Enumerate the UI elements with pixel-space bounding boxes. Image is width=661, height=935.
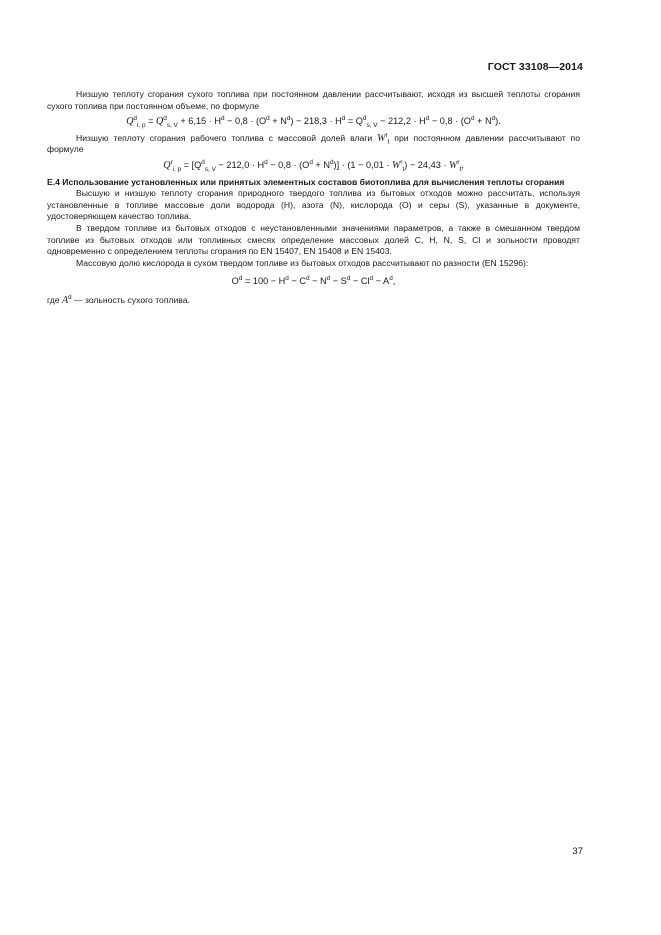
formula-text: − Cl <box>350 276 370 287</box>
formula-text: − 0,8 · (O <box>224 116 267 127</box>
formula-sub: t <box>387 138 390 146</box>
formula-text: O <box>231 276 239 287</box>
formula-sup: d <box>286 115 291 123</box>
formula-text: + 6,15 · H <box>177 116 221 127</box>
formula-sub: i, p <box>136 122 146 130</box>
formula-sup: d <box>266 115 270 123</box>
formula-sup: d <box>264 158 268 166</box>
formula-sup: d <box>285 275 289 283</box>
formula-sup: r <box>400 158 403 166</box>
formula-sup: d <box>389 275 393 283</box>
formula-symbol: W <box>448 159 458 171</box>
formula-text: )] · (1 − 0,01 · <box>333 159 393 170</box>
formula-sup: d <box>329 158 334 166</box>
formula-sup: d <box>341 115 346 123</box>
formula-text: − C <box>288 276 306 287</box>
formula-text: ). <box>495 116 501 127</box>
formula-symbol: Q <box>126 116 134 128</box>
formula-text: = [Q <box>181 159 202 170</box>
document-body <box>47 89 580 307</box>
formula-sup: d <box>425 115 430 123</box>
formula-text: = 100 − H <box>242 276 286 287</box>
section-heading-e4 <box>47 177 580 189</box>
section-title: Использование установленных или принятых элементных составов биотоплива для вычисления теплоты сгорания <box>59 176 565 187</box>
formula-sup: r <box>457 158 460 166</box>
formula-sub: t <box>459 165 462 173</box>
paragraph-oxygen-by-difference: Массовую долю кислорода в сухом твердом топливе из бытовых отходов рассчитывают по разности (EN 15296): <box>76 257 529 268</box>
paragraph-dry-fuel-net-calorific: Низшую теплоту сгорания сухого топлива при постоянном давлении рассчитывают, исходя из высшей теплоты сгорания сухого топлива при постоянном объеме, по формуле <box>47 89 580 111</box>
formula-text: − N <box>309 276 327 287</box>
formula-text: ) − 218,3 · H <box>290 116 342 127</box>
paragraph-undetermined-parameters: В твердом топливе из бытовых отходов с неустановленными значениями параметров, а также в смешанном твердом топливе из бытовых отходов или топливных смесях определение массовых долей C, H, N, S, Cl и зольности проводят одновременно с определением теплоты сгорания по EN 15407, EN 15408 и EN 15403. <box>47 222 580 257</box>
formula-text: − A <box>373 276 390 287</box>
formula-sup: r <box>170 158 173 166</box>
formula-text: = Q <box>345 116 363 127</box>
formula-text: + N <box>312 159 330 170</box>
formula-sup: d <box>491 115 496 123</box>
formula-text: − S <box>330 276 347 287</box>
formula-text: − 0,8 · (O <box>429 116 471 127</box>
formula-sup: d <box>220 115 225 123</box>
formula-text: , <box>461 159 464 170</box>
formula-dry-net-calorific-value <box>47 116 580 128</box>
formula-text: + N <box>269 116 287 127</box>
section-number: Е.4 <box>47 176 60 187</box>
paragraph-text: Низшую теплоту сгорания рабочего топлива с массовой долей влаги <box>76 132 373 143</box>
formula-text: − 0,8 · (O <box>267 159 310 170</box>
paragraph-text: где <box>47 294 62 305</box>
formula-sup: d <box>326 275 331 283</box>
formula-sub: s, V <box>204 165 216 173</box>
formula-sup: d <box>309 158 313 166</box>
formula-text: − 212,2 · H <box>377 116 426 127</box>
formula-sup: d <box>163 115 167 123</box>
formula-sup: d <box>362 115 367 123</box>
formula-text: = <box>145 116 156 127</box>
formula-symbol: W <box>392 159 401 171</box>
paragraph-text: — зольность сухого топлива. <box>71 294 190 305</box>
formula-symbol: W <box>377 132 386 144</box>
formula-sup: d <box>346 275 351 283</box>
formula-text: ) − 24,43 · <box>404 159 449 170</box>
page-number: 37 <box>572 846 583 857</box>
formula-sub: s, V <box>366 122 378 130</box>
formula-sup: d <box>68 294 72 302</box>
formula-sup: d <box>201 158 205 166</box>
formula-sup: r <box>385 131 388 139</box>
formula-sub: i, p <box>172 165 182 173</box>
paragraph-working-fuel-net-calorific <box>47 133 580 156</box>
formula-sub: t <box>402 165 405 173</box>
formula-working-net-calorific-value <box>47 160 580 172</box>
formula-sup: d <box>369 275 374 283</box>
formula-text: + N <box>474 116 492 127</box>
formula-sup: d <box>238 275 243 283</box>
paragraph-where-definition <box>47 295 580 307</box>
formula-text: − 212,0 · H <box>215 159 265 170</box>
paragraph-text: при постоянном давлении рассчитывают по формуле <box>47 132 580 155</box>
formula-sub: s, V <box>166 122 178 130</box>
formula-symbol: Q <box>156 116 164 128</box>
formula-symbol: Q <box>163 159 171 171</box>
formula-sup: d <box>133 115 137 123</box>
formula-sup: d <box>470 115 475 123</box>
formula-text: , <box>392 276 396 287</box>
paragraph-natural-fuel: Высшую и низшую теплоту сгорания природного твердого топлива из бытовых отходов можно рассчитать, используя установленные в топливе массовые доли водорода (H), азота (N), кислорода (O) и серы (S), указанные в документе, удостоверяющем качество топлива. <box>47 188 580 222</box>
document-standard-number: ГОСТ 33108—2014 <box>487 61 583 73</box>
formula-symbol: A <box>61 294 69 306</box>
formula-sup: d <box>305 275 310 283</box>
formula-oxygen-by-difference <box>47 276 580 288</box>
